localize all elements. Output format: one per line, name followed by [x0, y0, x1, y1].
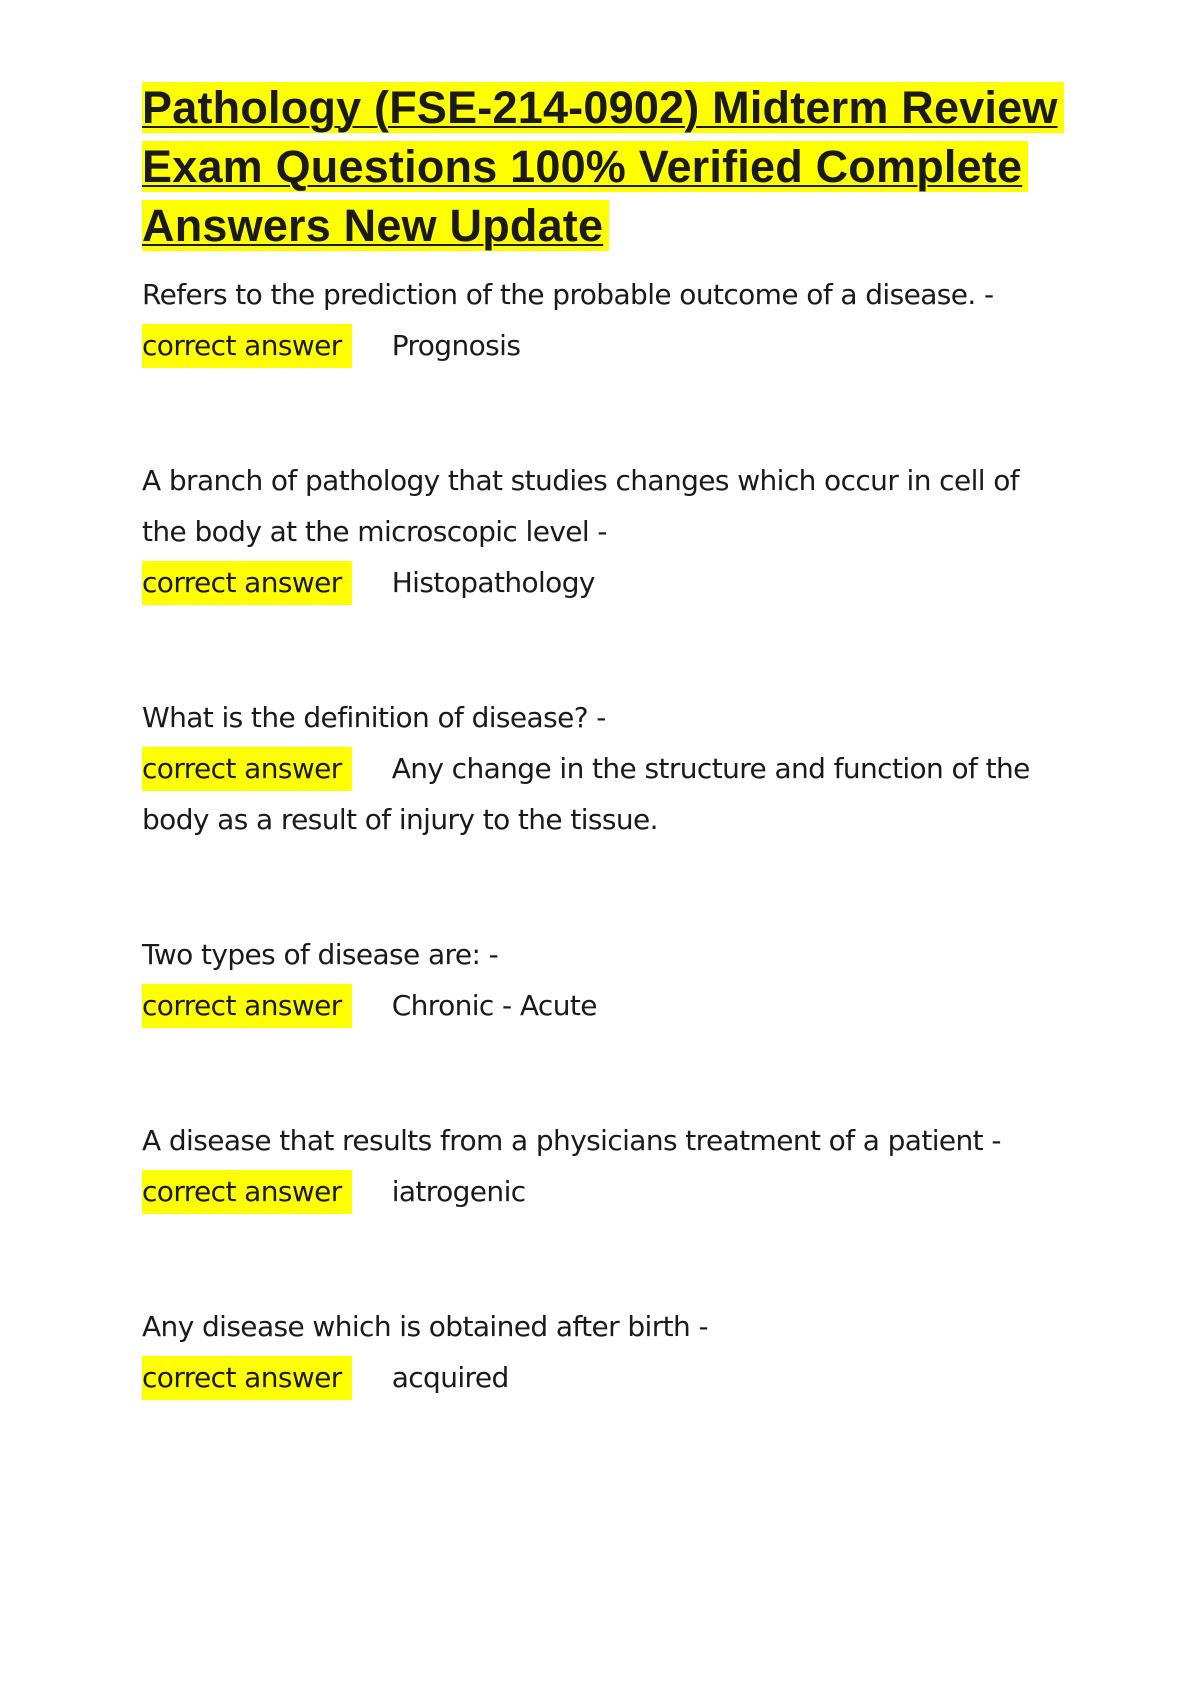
answer-label: correct answer: [142, 747, 352, 791]
question-text: Any disease which is obtained after birth -: [142, 1310, 708, 1343]
question-text: Two types of disease are: -: [142, 938, 499, 971]
answer-text: acquired: [391, 1361, 509, 1394]
answer-line: [142, 980, 1062, 1031]
answer-label: correct answer: [142, 1170, 352, 1214]
answer-line: [142, 743, 1062, 845]
answer-label: correct answer: [142, 561, 352, 605]
answer-line: [142, 320, 1062, 371]
qa-item: [142, 269, 1062, 371]
answer-label: correct answer: [142, 1356, 352, 1400]
answer-text: Histopathology: [391, 566, 595, 599]
document-title-text: Pathology (FSE-214-0902) Midterm Review Exam Questions 100% Verified Complete Answers New Update: [142, 82, 1064, 251]
qa-list: [142, 269, 1062, 1403]
answer-line: [142, 557, 1062, 608]
qa-item: [142, 455, 1062, 608]
document-page: [142, 78, 1062, 1403]
answer-text: Any change in the structure and function of the body as a result of injury to the tissue.: [142, 752, 1030, 836]
document-title: [142, 78, 1062, 255]
qa-item: [142, 1301, 1062, 1403]
question-text: Refers to the prediction of the probable outcome of a disease. -: [142, 278, 994, 311]
answer-line: [142, 1166, 1062, 1217]
answer-text: Chronic - Acute: [391, 989, 597, 1022]
question-text: A disease that results from a physicians treatment of a patient -: [142, 1124, 1001, 1157]
qa-item: [142, 1115, 1062, 1217]
qa-item: [142, 692, 1062, 845]
question-text: What is the definition of disease? -: [142, 701, 606, 734]
answer-text: iatrogenic: [391, 1175, 526, 1208]
answer-label: correct answer: [142, 984, 352, 1028]
qa-item: [142, 929, 1062, 1031]
answer-text: Prognosis: [391, 329, 521, 362]
answer-label: correct answer: [142, 324, 352, 368]
answer-line: [142, 1352, 1062, 1403]
question-text: A branch of pathology that studies changes which occur in cell of the body at the microscopic level -: [142, 464, 1020, 548]
